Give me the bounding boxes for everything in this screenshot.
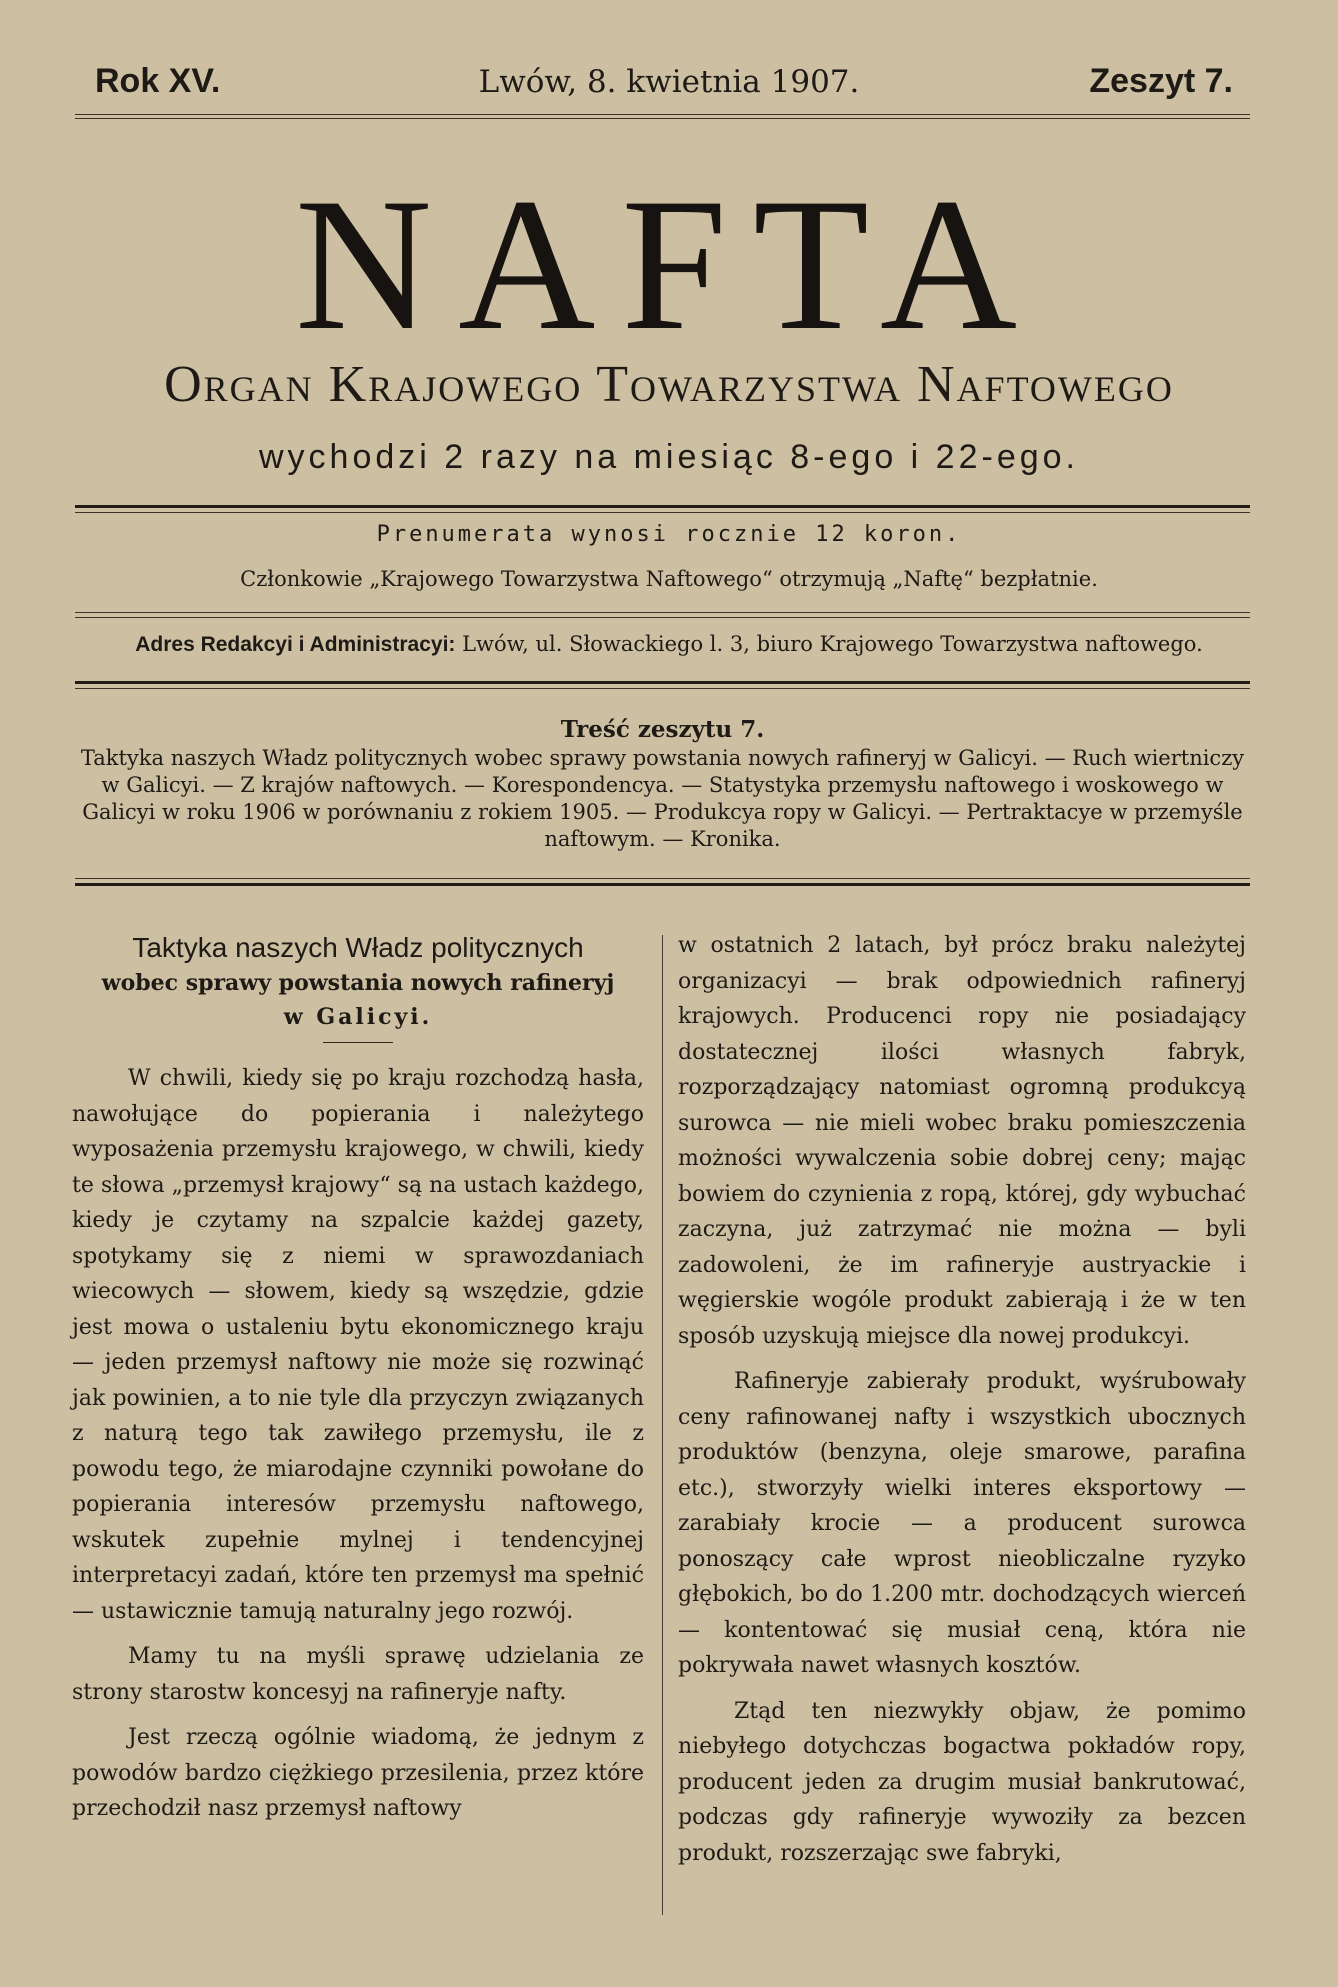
divider [75,883,1250,886]
paragraph: Ztąd ten niezwykły objaw, że pomimo niebyłego dotychczas bogactwa pokładów ropy, producent jeden za drugim musiał bankrutować, podczas gdy rafineryje wywoziły za bezcen produkt, rozszerzając swe fabryki, [678,1698,1246,1866]
paragraph: W chwili, kiedy się po kraju rozchodzą hasła, nawołujące do popierania i należytego wyposażenia przemysłu krajowego, w chwili, kiedy te słowa „przemysł krajowy“ są na ustach każdego, kiedy je czytamy na szpalcie każdej gazety, spotykamy się z niemi w sprawozdaniach wiecowych — słowem, kiedy są wszędzie, gdzie jest mowa o ustaleniu bytu ekonomicznego kraju — jeden przemysł naftowy nie może się rozwinąć jak powinien, a to nie tyle dla przyczyn związanych z naturą tego tak zawiłego przemysłu, ile z powodu tego, że miarodajne czynniki powołane do popierania interesów przemysłu naftowego, wskutek zupełnie mylnej i tendencyjnej interpretacyi zadań, które ten przemysł ma spełnić — ustawicznie tamują naturalny jego rozwój. [72,1066,644,1624]
editorial-address [0,632,1338,657]
paragraph: Rafineryje zabierały produkt, wyśrubowały ceny rafinowanej nafty i wszystkich ubocznych produktów (benzyna, oleje smarowe, parafina etc.), stworzyły wielki interes eksportowy — zarabiały krocie — a producent surowca ponoszący całe wprost nieobliczalne ryzyko głębokich, bo do 1.200 mtr. dochodzących wierceń — kontentować się musiał ceną, która nie pokrywała nawet własnych kosztów. [678,1369,1246,1678]
divider [75,505,1250,508]
masthead-subtitle: Organ Krajowego Towarzystwa Naftowego [164,356,1174,413]
paragraph: Mamy tu na myśli sprawę udzielania ze strony starostw koncesyj na rafineryje nafty. [72,1644,644,1705]
divider [75,681,1250,684]
divider [75,617,1250,618]
divider [75,878,1250,879]
article-title: Taktyka naszych Władz politycznych [132,932,584,963]
members-note: Członkowie „Krajowego Towarzystwa Naftowego“ otrzymują „Naftę“ bezpłatnie. [240,567,1098,591]
address-label: Adres Redakcyi i Administracyi: [135,633,456,656]
place-date: Lwów, 8. kwietnia 1907. [478,64,860,100]
address-value: Lwów, ul. Słowackiego l. 3, biuro Krajowego Towarzystwa naftowego. [462,632,1203,656]
divider [75,118,1250,119]
table-of-contents [75,716,1250,853]
title-separator [323,1042,393,1043]
publication-frequency: wychodzi 2 razy na miesiąc 8-ego i 22-ego. [259,438,1079,476]
article-subtitle-line1: wobec sprawy powstania nowych rafineryj [101,970,615,996]
divider [75,512,1250,513]
divider [75,612,1250,613]
subscription-price: Prenumerata wynosi rocznie 12 koron. [376,522,962,547]
column-divider [662,935,663,1915]
masthead-title: NAFTA [294,160,1044,370]
divider [75,688,1250,689]
article-subtitle-line2: w Galicyi. [283,1004,433,1030]
divider [75,114,1250,115]
contents-text: Taktyka naszych Władz politycznych wobec sprawy powstania nowych rafineryj w Galicyi. — Ruch wiertniczy w Galicyi. — Z krajów naftowych. — Korespondencya. — Statystyka przemysłu naftowego i woskowego w Galicyi w roku 1906 w porównaniu z rokiem 1905. — Produkcya ropy w Galicyi. — Pertraktacye w przemyśle naftowym. — Kronika. [80,746,1245,851]
dateline [95,62,1243,108]
paragraph: Jest rzeczą ogólnie wiadomą, że jednym z powodów bardzo ciężkiego przesilenia, przez które przechodził nasz przemysł naftowy [72,1725,644,1821]
article-column-left [72,928,644,1837]
volume-year: Rok XV. [95,62,221,100]
contents-heading: Treść zeszytu 7. [560,716,765,743]
paragraph: w ostatnich 2 latach, był prócz braku należytej organizacyi — brak odpowiednich rafineryj krajowych. Producenci ropy nie posiadający dostatecznej ilości własnych fabryk, rozporządzający natomiast ogromną produkcyą surowca — nie mieli wobec braku pomieszczenia możności wywalczenia sobie dobrej ceny; mając bowiem do czynienia z ropą, której, gdy wybuchać zaczyna, już zatrzymać nie można — byli zadowoleni, że im rafineryje austryackie i węgierskie wogóle produkt zabierają i że w ten sposób uzyskują miejsce dla nowej produkcyi. [678,933,1246,1349]
issue-number: Zeszyt 7. [1089,62,1233,100]
article-column-right [678,928,1246,1881]
